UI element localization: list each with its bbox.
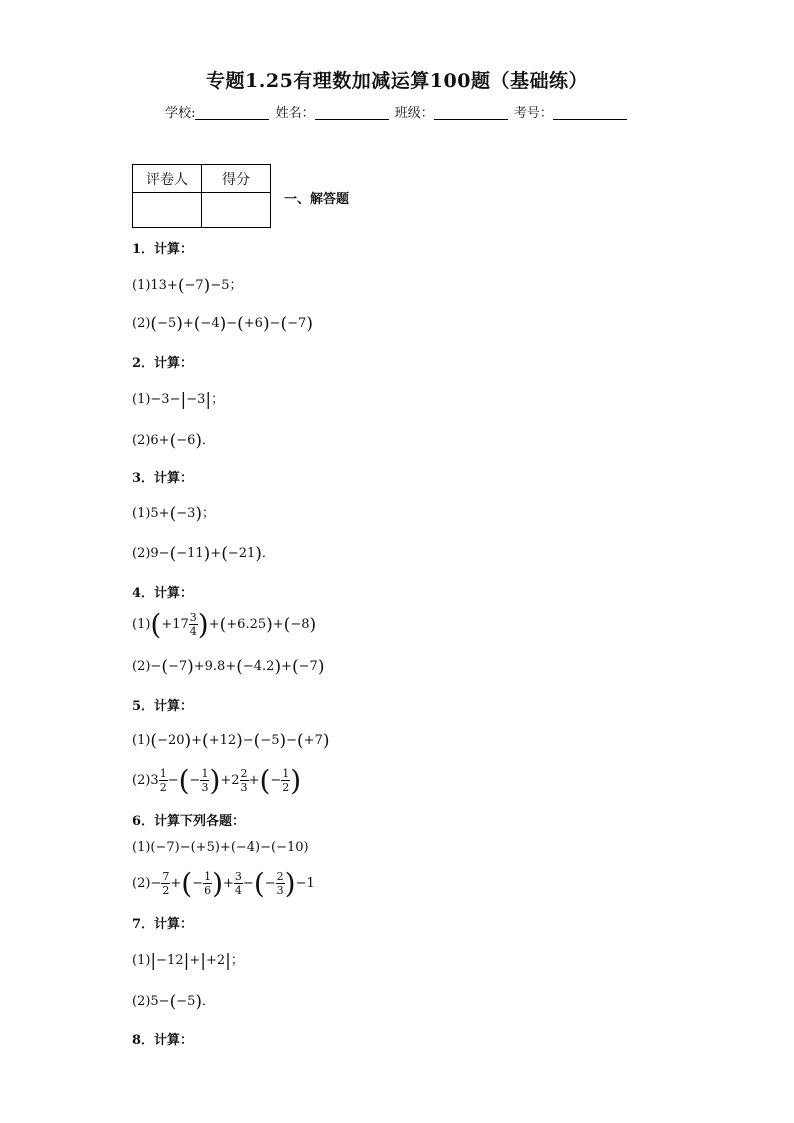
fraction: $\frac{3}{4}$: [234, 870, 242, 897]
grader-header: 评卷人: [133, 165, 202, 193]
question-1-part-1: (1)13+(−7)−5；: [132, 276, 243, 296]
question-2-label: 2．计算：: [132, 356, 194, 371]
question-1-part-2: (2)(−5)+(−4)−(+6)−(−7): [132, 314, 313, 334]
fraction: $\frac{2}{3}$: [276, 870, 284, 897]
question-6-part-2: (2)− $\frac{7}{2}$ +(− $\frac{1}{6}$ )+ $\frac{3}{4}$ −(− $\frac{2}{3}$ )−1: [132, 867, 315, 900]
fraction: $\frac{1}{2}$: [159, 767, 167, 794]
question-4-label: 4．计算：: [132, 586, 194, 601]
question-5-part-2: (2)3 $\frac{1}{2}$ −(− $\frac{1}{3}$ )+2 $\frac{2}{3}$ +(− $\frac{1}{2}$ ): [132, 764, 302, 797]
fraction: $\frac{1}{3}$: [201, 767, 209, 794]
question-3-part-2: (2)9−(−11)+(−21)．: [132, 544, 275, 564]
question-6-label: 6．计算下列各题：: [132, 814, 246, 829]
question-2-part-2: (2)6+(−6)．: [132, 431, 216, 451]
question-2-part-1: (1)−3−|−3|；: [132, 390, 225, 410]
question-1-label: 1．计算：: [132, 242, 194, 257]
question-7-label: 7．计算：: [132, 917, 194, 932]
class-label: 班级：: [394, 106, 434, 121]
school-label: 学校:: [165, 106, 196, 121]
score-header: 得分: [202, 165, 271, 193]
question-3-label: 3．计算：: [132, 471, 194, 486]
question-5-part-1: (1)(−20)+(+12)−(−5)−(+7): [132, 731, 330, 751]
question-4-part-1: (1)(+17 $\frac{3}{4}$ )+(+6.25)+(−8): [132, 608, 317, 641]
name-blank[interactable]: [315, 105, 389, 120]
school-blank[interactable]: [195, 105, 269, 120]
page-title: 专题1.25有理数加减运算100题（基础练）: [206, 70, 588, 92]
fraction: $\frac{3}{4}$: [189, 611, 197, 638]
question-3-part-1: (1)5+(−3)；: [132, 504, 216, 524]
student-info-line: [0, 102, 794, 121]
exam-number-blank[interactable]: [553, 105, 627, 120]
question-6-part-1: (1)(−7)−(+5)+(−4)−(−10): [132, 840, 309, 855]
fraction: $\frac{1}{2}$: [282, 767, 290, 794]
question-7-part-1: (1)|−12|+|+2|；: [132, 951, 244, 971]
question-8-label: 8．计算：: [132, 1033, 194, 1048]
grader-cell[interactable]: [133, 193, 202, 228]
question-7-part-2: (2)5−(−5)．: [132, 992, 216, 1012]
question-4-part-2: (2)−(−7)+9.8+(−4.2)+(−7): [132, 657, 325, 677]
grading-table: [132, 164, 271, 228]
question-5-label: 5．计算：: [132, 699, 194, 714]
score-cell[interactable]: [202, 193, 271, 228]
exam-number-label: 考号：: [513, 106, 553, 121]
section-heading: 一、解答题: [284, 192, 350, 207]
fraction: $\frac{1}{6}$: [204, 870, 212, 897]
fraction: $\frac{7}{2}$: [162, 870, 170, 897]
name-label: 姓名：: [275, 106, 315, 121]
fraction: $\frac{2}{3}$: [240, 767, 248, 794]
class-blank[interactable]: [434, 105, 508, 120]
